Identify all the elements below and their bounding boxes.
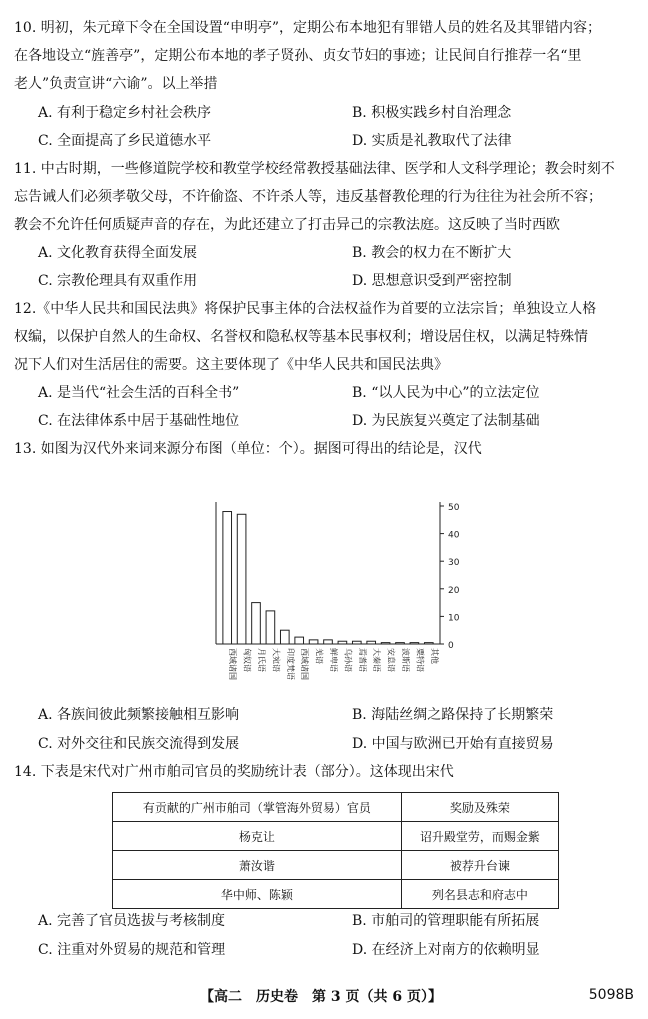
bar [223,512,232,644]
y-tick-label: 40 [448,530,460,541]
x-tick-label: 波斯语 [401,648,410,672]
x-tick-label: 印度梵语 [285,648,295,680]
x-tick-label: 大宛语 [271,648,281,672]
table-row [113,822,559,851]
x-tick-label: 其他 [429,648,439,664]
q10-option-d: D. 实质是礼教取代了法律 [352,133,512,149]
bar [352,641,361,644]
q12-stem-line-2: 权编，以保护自然人的生命权、名誉权和隐私权等基本民事权利；增设居住权，以满足特殊情 [14,329,588,345]
q13-option-b: B. 海陆丝绸之路保持了长期繁荣 [352,707,554,723]
q13-option-a: A. 各族间彼此频繁接触相互影响 [38,707,240,723]
paper-code: 5098B [588,987,634,1003]
q12-stem-line-1: 12.《中华人民共和国民法典》将保护民事主体的合法权益作为首要的立法宗旨；单独设立人格 [14,301,597,317]
q11-stem-line-3: 教会不允许任何质疑声音的存在，为此还建立了打击异己的宗教法庭。这反映了当时西欧 [14,217,560,233]
bar [324,640,333,644]
x-tick-label: 焉耆语 [357,648,367,672]
x-tick-label: 大秦语 [372,648,382,672]
q11-option-a: A. 文化教育获得全面发展 [38,245,198,261]
q10-stem-line-1: 10. 明初，朱元璋下令在全国设置“申明亭”，定期公布本地犯有罪错人员的姓名及其罪错内容； [14,20,602,36]
q10-stem-line-2: 在各地设立“旌善亭”，定期公布本地的孝子贤孙、贞女节妇的事迹；让民间自行推荐一名“里 [14,48,582,64]
q11-stem-line-1: 11. 中古时期，一些修道院学校和教堂学校经常教授基础法律、医学和人文科学理论；教会时刻不 [14,161,615,177]
table-cell: 杨克让 [113,822,402,851]
x-tick-label: 匈奴语 [242,648,252,672]
chart-axes [216,502,440,644]
x-tick-label: 乌孙语 [343,648,353,672]
bar [252,603,261,644]
q12-option-b: B. “以人民为中心”的立法定位 [352,385,540,401]
y-tick-label: 20 [448,585,460,596]
table-cell: 列名县志和府志中 [401,880,558,909]
q10-option-c: C. 全面提高了乡民道德水平 [38,133,212,149]
bar [280,630,289,644]
q11-option-d: D. 思想意识受到严密控制 [352,273,512,289]
q13-option-d: D. 中国与欧洲已开始有直接贸易 [352,736,554,752]
loanword-source-bar-chart [204,494,474,684]
bar [237,514,246,644]
q13-stem-line-1: 13. 如图为汉代外来词来源分布图（单位：个）。据图可得出的结论是，汉代 [14,441,482,457]
table-row [113,880,559,909]
bar [410,643,419,644]
page-footer: 【高二 历史卷 第 3 页（共 6 页）】 [200,989,442,1005]
table-cell: 诏升殿堂劳，而赐金紫 [401,822,558,851]
q12-option-a: A. 是当代“社会生活的百科全书” [38,385,240,401]
q14-option-a: A. 完善了官员选拔与考核制度 [38,913,226,929]
x-tick-label: 鲜卑语 [329,648,338,672]
q11-option-b: B. 教会的权力在不断扩大 [352,245,512,261]
bar [367,641,376,644]
q14-option-c: C. 注重对外贸易的规范和管理 [38,942,226,958]
q12-option-d: D. 为民族复兴奠定了法制基础 [352,413,540,429]
bar [309,640,318,644]
x-tick-label: 羌语 [314,648,324,664]
table-header-cell: 有贡献的广州市舶司（掌管海外贸易）官员 [113,793,402,822]
chart-y-ticks [440,503,460,651]
bar [338,641,347,644]
table-cell: 萧汝谐 [113,851,402,880]
q10-option-b: B. 积极实践乡村自治理念 [352,105,512,121]
x-tick-label: 西域诸国 [228,648,238,680]
y-tick-label: 30 [448,558,460,569]
bar [266,611,275,644]
bar [295,637,304,644]
q14-stem-line-1: 14. 下表是宋代对广州市舶司官员的奖励统计表（部分）。这体现出宋代 [14,764,454,780]
x-tick-label: 月氏语 [257,648,266,672]
chart-x-labels [228,648,440,680]
q14-option-b: B. 市舶司的管理职能有所拓展 [352,913,540,929]
award-table [112,792,559,909]
table-cell: 华中师、陈颖 [113,880,402,909]
bar [424,643,433,644]
x-tick-label: 粟特语 [415,648,425,672]
q11-option-c: C. 宗教伦理具有双重作用 [38,273,198,289]
bar [381,643,390,644]
y-tick-label: 10 [448,613,460,624]
q14-option-d: D. 在经济上对南方的依赖明显 [352,942,540,958]
table-cell: 被荐升台谏 [401,851,558,880]
bar [396,643,405,644]
table-header-row [113,793,559,822]
table-row [113,851,559,880]
q10-option-a: A. 有利于稳定乡村社会秩序 [38,105,212,121]
q10-stem-line-3: 老人”负责宣讲“六谕”。以上举措 [14,76,218,92]
q13-option-c: C. 对外交往和民族交流得到发展 [38,736,240,752]
x-tick-label: 安息语 [386,648,396,672]
y-tick-label: 0 [448,641,454,651]
x-tick-label: 西域诸国 [300,648,310,680]
q12-stem-line-3: 况下人们对生活居住的需要。这主要体现了《中华人民共和国民法典》 [14,357,448,373]
q12-option-c: C. 在法律体系中居于基础性地位 [38,413,240,429]
table-header-cell: 奖励及殊荣 [401,793,558,822]
y-tick-label: 50 [448,503,460,513]
chart-bars [223,512,433,644]
q11-stem-line-2: 忘告诫人们必须孝敬父母，不许偷盗、不许杀人等，违反基督教伦理的行为往往为社会所不容； [14,189,602,205]
